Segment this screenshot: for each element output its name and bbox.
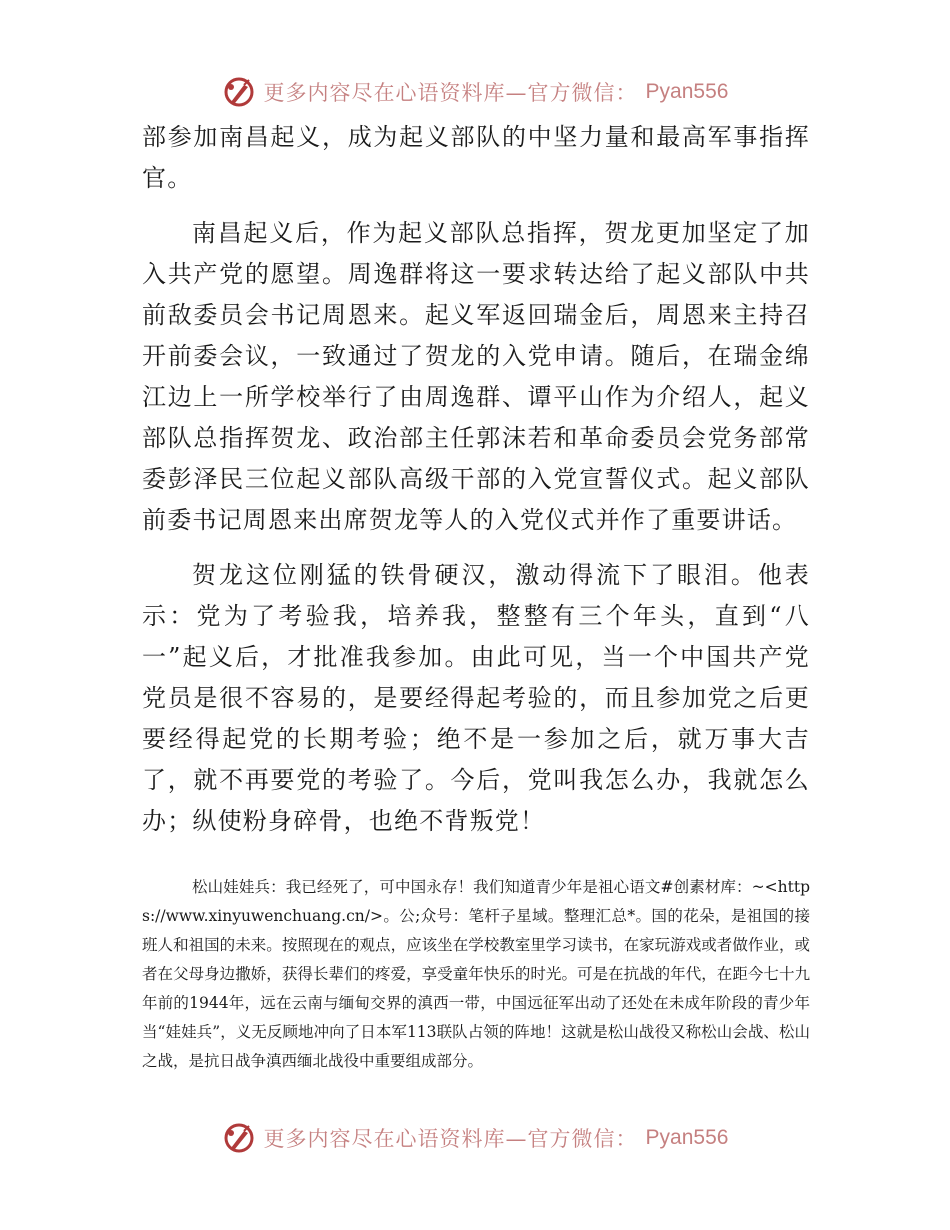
small-article: [142, 873, 810, 1076]
header-banner-text: 更多内容尽在心语资料库—官方微信：: [263, 81, 638, 105]
paragraph: 南昌起义后，作为起义部队总指挥，贺龙更加坚定了加入共产党的愿望。周逸群将这一要求转达给了起义部队中共前敌委员会书记周恩来。起义军返回瑞金后，周恩来主持召开前委会议，一致通过了贺龙的入党申请。随后，在瑞金绵江边上一所学校举行了由周逸群、谭平山作为介绍人，起义部队总指挥贺龙、政治部主任郭沫若和革命委员会党务部常委彭泽民三位起义部队高级干部的入党宣誓仪式。起义部队前委书记周恩来出席贺龙等人的入党仪式并作了重要讲话。: [142, 219, 810, 534]
quill-pen-logo-icon: [222, 75, 256, 109]
paragraph: 贺龙这位刚猛的铁骨硬汉，激动得流下了眼泪。他表示：党为了考验我，培养我，整整有三个年头，直到“八一”起义后，才批准我参加。由此可见，当一个中国共产党党员是很不容易的，是要经得起考验的，而且参加党之后更要经得起党的长期考验；绝不是一参加之后，就万事大吉了，就不再要党的考验了。今后，党叫我怎么办，我就怎么办；纵使粉身碎骨，也绝不背叛党！: [142, 561, 810, 835]
header-wechat-id: Pyan556: [645, 80, 729, 103]
small-paragraph: 松山娃娃兵：我已经死了，可中国永存！我们知道青少年是祖心语文#创素材库：~<https://www.xinyuwenchuang.cn/>。公;众号：笔杆子星域。整理汇总*。国的花朵，是祖国的接班人和祖国的未来。按照现在的观点，应该坐在学校教室里学习读书，在家玩游戏或者做作业，或者在父母身边撒娇，获得长辈们的疼爱，享受童年快乐的时光。可是在抗战的年代，在距今七十九年前的1944年，远在云南与缅甸交界的滇西一带，中国远征军出动了还处在未成年阶段的青少年当“娃娃兵”，义无反顾地冲向了日本军113联队占领的阵地！这就是松山战役又称松山会战、松山之战，是抗日战争滇西缅北战役中重要组成部分。: [142, 878, 810, 1070]
footer-wechat-id: Pyan556: [645, 1126, 729, 1149]
paragraph-continuation: 部参加南昌起义，成为起义部队的中坚力量和最高军事指挥官。: [142, 123, 810, 192]
footer-banner: [0, 1118, 950, 1158]
main-article: [142, 117, 810, 856]
quill-pen-logo-icon: [222, 1121, 256, 1155]
header-banner: [0, 72, 950, 112]
footer-banner-text: 更多内容尽在心语资料库—官方微信：: [263, 1127, 638, 1151]
